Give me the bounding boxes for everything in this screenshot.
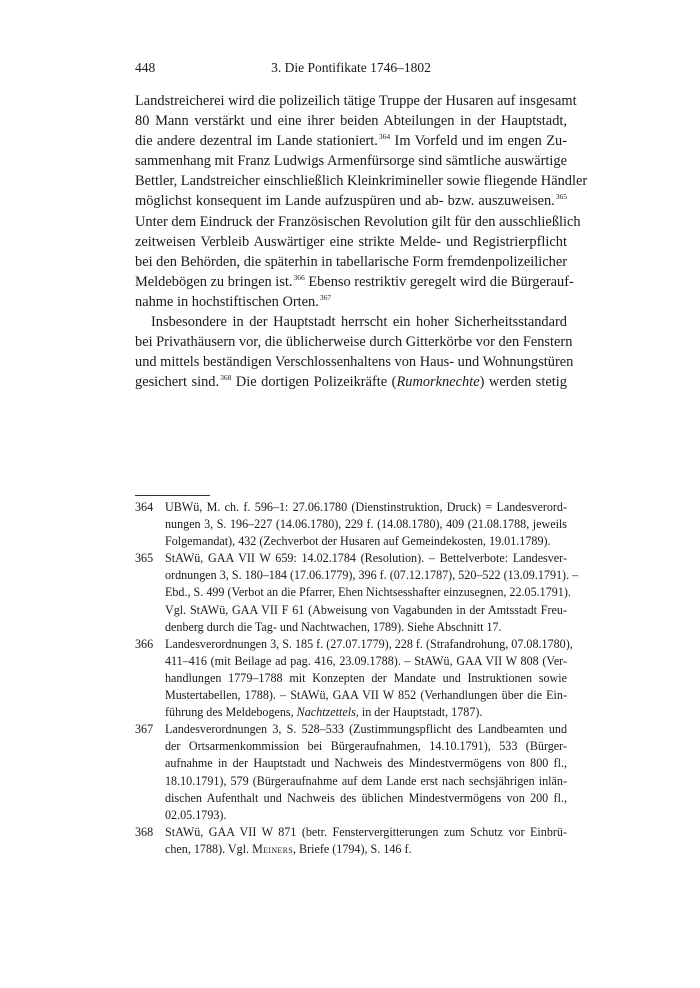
italic-term: Rumorknechte — [396, 374, 480, 391]
footnote-number: 368 — [135, 824, 154, 839]
text-line: die andere dezentral im Lande stationiert.$^{364}$ Im Vorfeld und im engen Zu- — [135, 132, 568, 150]
footnotes — [135, 499, 579, 858]
text-line: 80 Mann verstärkt und eine ihrer beiden Abteilungen in der Hauptstadt, — [135, 113, 567, 130]
author-name: Meiners — [252, 841, 293, 856]
footnote-ref[interactable]: 368 — [220, 373, 232, 383]
footnote-ref[interactable]: 366 — [293, 272, 305, 282]
footnote-separator — [135, 495, 210, 496]
page-number: 448 — [135, 60, 156, 75]
text-line: sammenhang mit Franz Ludwigs Armenfürsorge sind sämtliche auswärtige — [135, 153, 567, 170]
italic-term: Nachtzettels — [296, 705, 356, 720]
text-line: Meldebögen zu bringen ist.$^{366}$ Ebenso restriktiv geregelt wird die Bürgerauf- — [135, 272, 574, 290]
text-line: bei den Behörden, die späterhin in tabellarische Form fremdenpolizeilicher — [135, 253, 567, 270]
footnote-364: 364 UBWü, M. ch. f. 596–1: 27.06.1780 (Dienstinstruktion, Druck) = Landesverord- nungen 3, S. 196–227 (14.06.1780), 229 f. (14.08.1780), 409 (21.08.1788, jeweils Folgemandat), 432 (Zechverbot der Husaren auf Gemeindekosten, 19.01.1789). — [135, 500, 567, 549]
footnote-367: 367 Landesverordnungen 3, S. 528–533 (Zustimmungspflicht des Landbeamten und der Ortsarmenkommission bei Bürgeraufnahmen, 14.10.1791), 533 (Bürger- aufnahme in der Hauptstadt und Nachweis des Mindestvermögens von 800 fl., 18.10.1791), 579 (Bürgeraufnahme auf dem Lande erst nach sechsjährigen inlän- dischen Aufenthalt und Nachweis des üblichen Mindestvermögens von 200 fl., 02.05.1793). — [135, 722, 567, 822]
footnote-366: 366 Landesverordnungen 3, S. 185 f. (27.07.1779), 228 f. (Strafandrohung, 07.08.1780), 411–416 (mit Beilage ad pag. 416, 23.09.1788). – StAWü, GAA VII W 808 (Ver- handlungen 1779–1788 mit Konzepten der Mandate und Instruktionen sowie Mustertabellen, 1788). – StAWü, GAA VII W 852 (Verhandlungen über die Ein- führung des Meldebogens, Nachtzettels, in der Hauptstadt, 1787). — [135, 636, 573, 720]
text-line: bei Privathäusern vor, die üblicherweise durch Gitterkörbe vor den Fenstern — [135, 334, 573, 351]
main-text — [135, 91, 588, 392]
text-line: gesichert sind.$^{368}$ Die dortigen Polizeikräfte (Rumorknechte) werden stetig — [135, 373, 567, 391]
text-line: möglichst konsequent im Lande aufzuspüren und ab- bzw. auszuweisen.$^{365}$ — [135, 192, 567, 210]
footnote-ref[interactable]: 367 — [319, 292, 332, 302]
text-line: Bettler, Landstreicher einschließlich Kleinkrimineller sowie fliegende Händler — [135, 173, 588, 190]
footnote-ref[interactable]: 364 — [378, 132, 391, 142]
footnote-number: 364 — [135, 500, 154, 514]
text-line: Insbesondere in der Hauptstadt herrscht ein hoher Sicherheitsstandard — [151, 314, 567, 331]
footnote-365: 365 StAWü, GAA VII W 659: 14.02.1784 (Resolution). – Bettelverbote: Landesver- ordnungen 3, S. 180–184 (17.06.1779), 396 f. (07.12.1787), 520–522 (13.09.1791). – Ebd., S. 499 (Verbot an die Pfarrer, Ehen Nichtsesshafter einzusegnen, 22.05.1791). Vgl. StAWü, GAA VII F 61 (Abweisung von Vagabunden in der Amtsstadt Freu- denberg durch die Tag- und Nachtwachen, 1789). Siehe Abschnitt 17. — [135, 551, 579, 634]
running-head: 3. Die Pontifikate 1746–1802 — [271, 60, 431, 75]
page-header — [135, 60, 567, 80]
footnote-number: 367 — [135, 722, 154, 737]
text-line: Landstreicherei wird die polizeilich tätige Truppe der Husaren auf insgesamt — [135, 93, 577, 109]
footnote-ref[interactable]: 365 — [555, 192, 567, 202]
text-line: zeitweisen Verbleib Auswärtiger eine strikte Melde- und Registrierpflicht — [135, 233, 567, 250]
footnote-number: 366 — [135, 636, 154, 651]
text-line: und mittels beständigen Verschlossenhaltens von Haus- und Wohnungstüren — [135, 354, 574, 371]
footnote-368: 368 StAWü, GAA VII W 871 (betr. Fenstervergitterungen zum Schutz vor Einbrü- chen, 1788). Vgl. Meiners, Briefe (1794), S. 146 f. — [135, 824, 567, 856]
text-line: nahme in hochstiftischen Orten.$^{367}$ — [135, 292, 332, 310]
footnote-number: 365 — [135, 551, 154, 566]
text-line: Unter dem Eindruck der Französischen Revolution gilt für den ausschließlich — [135, 213, 581, 230]
